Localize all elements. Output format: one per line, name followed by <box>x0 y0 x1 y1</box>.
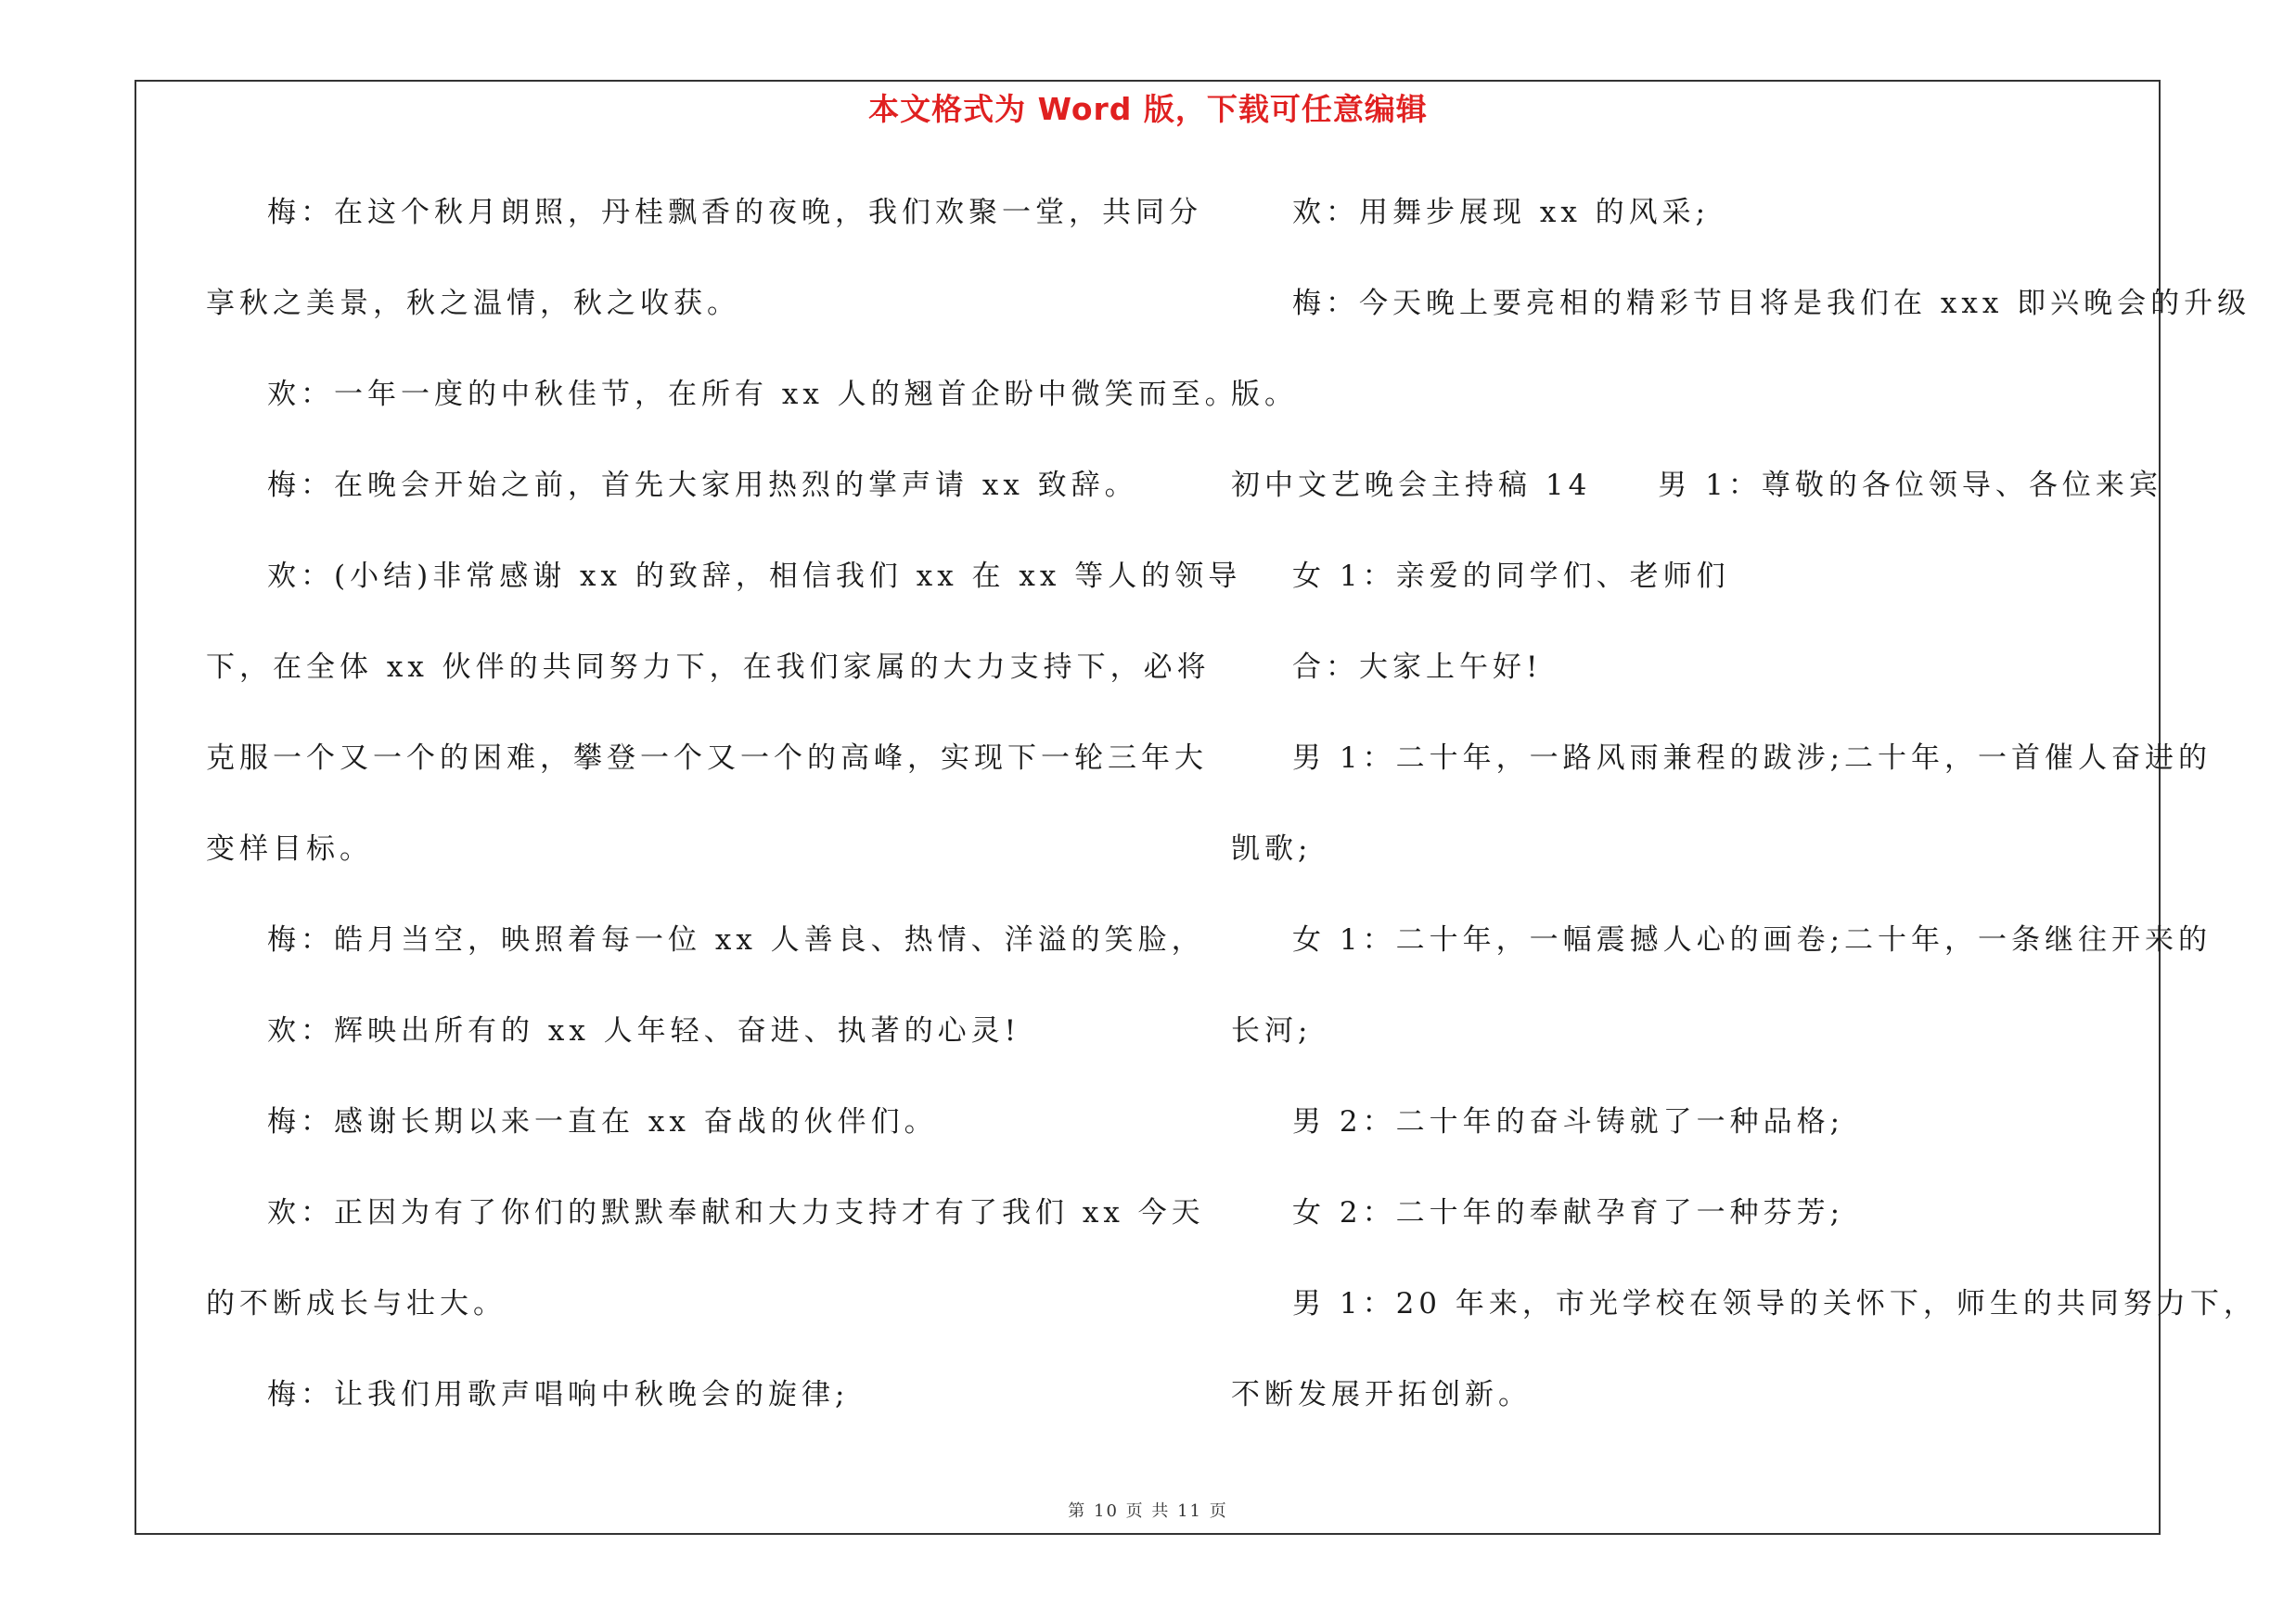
text-line: 女 2：二十年的奉献孕育了一种芬芳; <box>1292 1196 1845 1230</box>
text-line: 女 1：二十年，一幅震撼人心的画卷;二十年，一条继往开来的 <box>1292 923 2213 957</box>
text-line: 梅：在这个秋月朗照，丹桂飘香的夜晚，我们欢聚一堂，共同分 <box>267 196 1202 229</box>
text-line: 男 1：二十年，一路风雨兼程的跋涉;二十年，一首催人奋进的 <box>1292 741 2213 775</box>
text-line: 的不断成长与壮大。 <box>206 1287 507 1320</box>
text-line: 男 2：二十年的奋斗铸就了一种品格; <box>1292 1105 1845 1139</box>
text-line: 初中文艺晚会主持稿 14 男 1：尊敬的各位领导、各位来宾 <box>1231 469 2162 502</box>
text-line: 享秋之美景，秋之温情，秋之收获。 <box>206 287 740 320</box>
text-line: 欢：(小结)非常感谢 xx 的致辞，相信我们 xx 在 xx 等人的领导 <box>267 560 1242 593</box>
text-line: 版。 <box>1231 378 1298 411</box>
text-line: 变样目标。 <box>206 832 373 866</box>
text-line: 梅：感谢长期以来一直在 xx 奋战的伙伴们。 <box>267 1105 938 1139</box>
text-line: 欢：一年一度的中秋佳节，在所有 xx 人的翘首企盼中微笑而至。 <box>267 378 1238 411</box>
left-column <box>206 176 1242 1449</box>
text-line: 凯歌; <box>1231 832 1313 866</box>
text-line: 梅：在晚会开始之前，首先大家用热烈的掌声请 xx 致辞。 <box>267 469 1138 502</box>
text-line: 欢：辉映出所有的 xx 人年轻、奋进、执著的心灵! <box>267 1014 1021 1048</box>
text-line: 不断发展开拓创新。 <box>1231 1378 1532 1411</box>
text-line: 欢：正因为有了你们的默默奉献和大力支持才有了我们 xx 今天 <box>267 1196 1205 1230</box>
right-column <box>1231 176 2257 1449</box>
document-banner: 本文格式为 Word 版，下载可任意编辑 <box>868 91 1428 127</box>
text-line: 下，在全体 xx 伙伴的共同努力下，在我们家属的大力支持下，必将 <box>206 650 1211 684</box>
text-line: 女 1：亲爱的同学们、老师们 <box>1292 560 1730 593</box>
text-line: 梅：今天晚上要亮相的精彩节目将是我们在 xxx 即兴晚会的升级 <box>1292 287 2251 320</box>
text-line: 男 1：20 年来，市光学校在领导的关怀下，师生的共同努力下， <box>1292 1287 2257 1320</box>
text-line: 合：大家上午好! <box>1292 650 1543 684</box>
page-number-footer: 第 10 页 共 11 页 <box>1068 1501 1228 1521</box>
text-line: 梅：皓月当空，映照着每一位 xx 人善良、热情、洋溢的笑脸， <box>267 923 1205 957</box>
text-line: 欢：用舞步展现 xx 的风采; <box>1292 196 1711 229</box>
text-line: 克服一个又一个的困难，攀登一个又一个的高峰，实现下一轮三年大 <box>206 741 1208 775</box>
text-line: 梅：让我们用歌声唱响中秋晚会的旋律; <box>267 1378 850 1411</box>
text-line: 长河; <box>1231 1014 1313 1048</box>
